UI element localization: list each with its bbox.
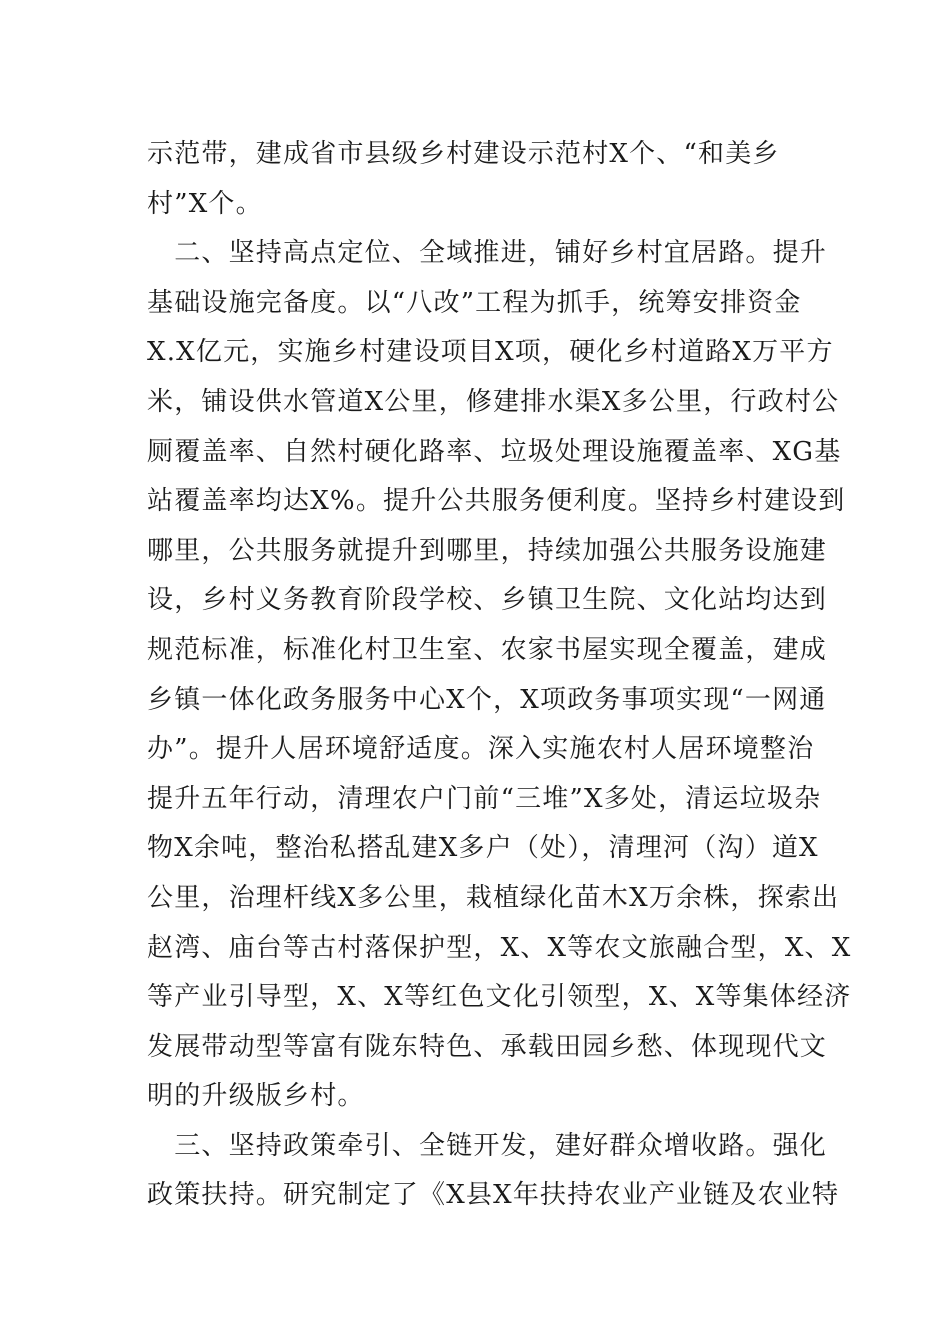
text-line: 二、坚持高点定位、全域推进，铺好乡村宜居路。提升 xyxy=(147,238,828,269)
text-line: 政策扶持。研究制定了《X县X年扶持农业产业链及农业特 xyxy=(147,1180,840,1211)
text-line: 物X余吨，整治私搭乱建X多户（处），清理河（沟）道X xyxy=(147,833,819,864)
text-line: 基础设施完备度。以“八改”工程为抓手，统筹安排资金 xyxy=(147,287,802,318)
text-line: 公里，治理杆线X多公里，栽植绿化苗木X万余株，探索出 xyxy=(147,882,840,913)
text-line: 发展带动型等富有陇东特色、承载田园乡愁、体现现代文 xyxy=(147,1031,828,1062)
text-line: X.X亿元，实施乡村建设项目X项，硬化乡村道路X万平方 xyxy=(147,337,834,368)
text-line: 乡镇一体化政务服务中心X个，X项政务事项实现“一网通 xyxy=(147,684,827,715)
text-line: 哪里，公共服务就提升到哪里，持续加强公共服务设施建 xyxy=(147,535,828,566)
text-line: 提升五年行动，清理农户门前“三堆”X多处，清运垃圾杂 xyxy=(147,783,822,814)
text-line: 明的升级版乡村。 xyxy=(147,1081,365,1112)
text-line: 示范带，建成省市县级乡村建设示范村X个、“和美乡 xyxy=(147,139,780,169)
text-line: 赵湾、庙台等古村落保护型，X、X等农文旅融合型，X、X xyxy=(147,932,852,963)
text-line: 厕覆盖率、自然村硬化路率、垃圾处理设施覆盖率、XG基 xyxy=(147,436,842,467)
text-line: 设，乡村义务教育阶段学校、乡镇卫生院、文化站均达到 xyxy=(147,585,828,616)
text-line: 办”。提升人居环境舒适度。深入实施农村人居环境整治 xyxy=(147,734,815,765)
text-line: 三、坚持政策牵引、全链开发，建好群众增收路。强化 xyxy=(147,1130,828,1161)
text-line: 等产业引导型，X、X等红色文化引领型，X、X等集体经济 xyxy=(147,982,852,1013)
text-line: 村”X个。 xyxy=(147,188,263,219)
text-line: 规范标准，标准化村卫生室、农家书屋实现全覆盖，建成 xyxy=(147,634,828,665)
text-line: 米，铺设供水管道X公里，修建排水渠X多公里，行政村公 xyxy=(147,386,840,417)
body-text xyxy=(147,134,852,1225)
text-line: 站覆盖率均达X%。提升公共服务便利度。坚持乡村建设到 xyxy=(147,486,846,517)
